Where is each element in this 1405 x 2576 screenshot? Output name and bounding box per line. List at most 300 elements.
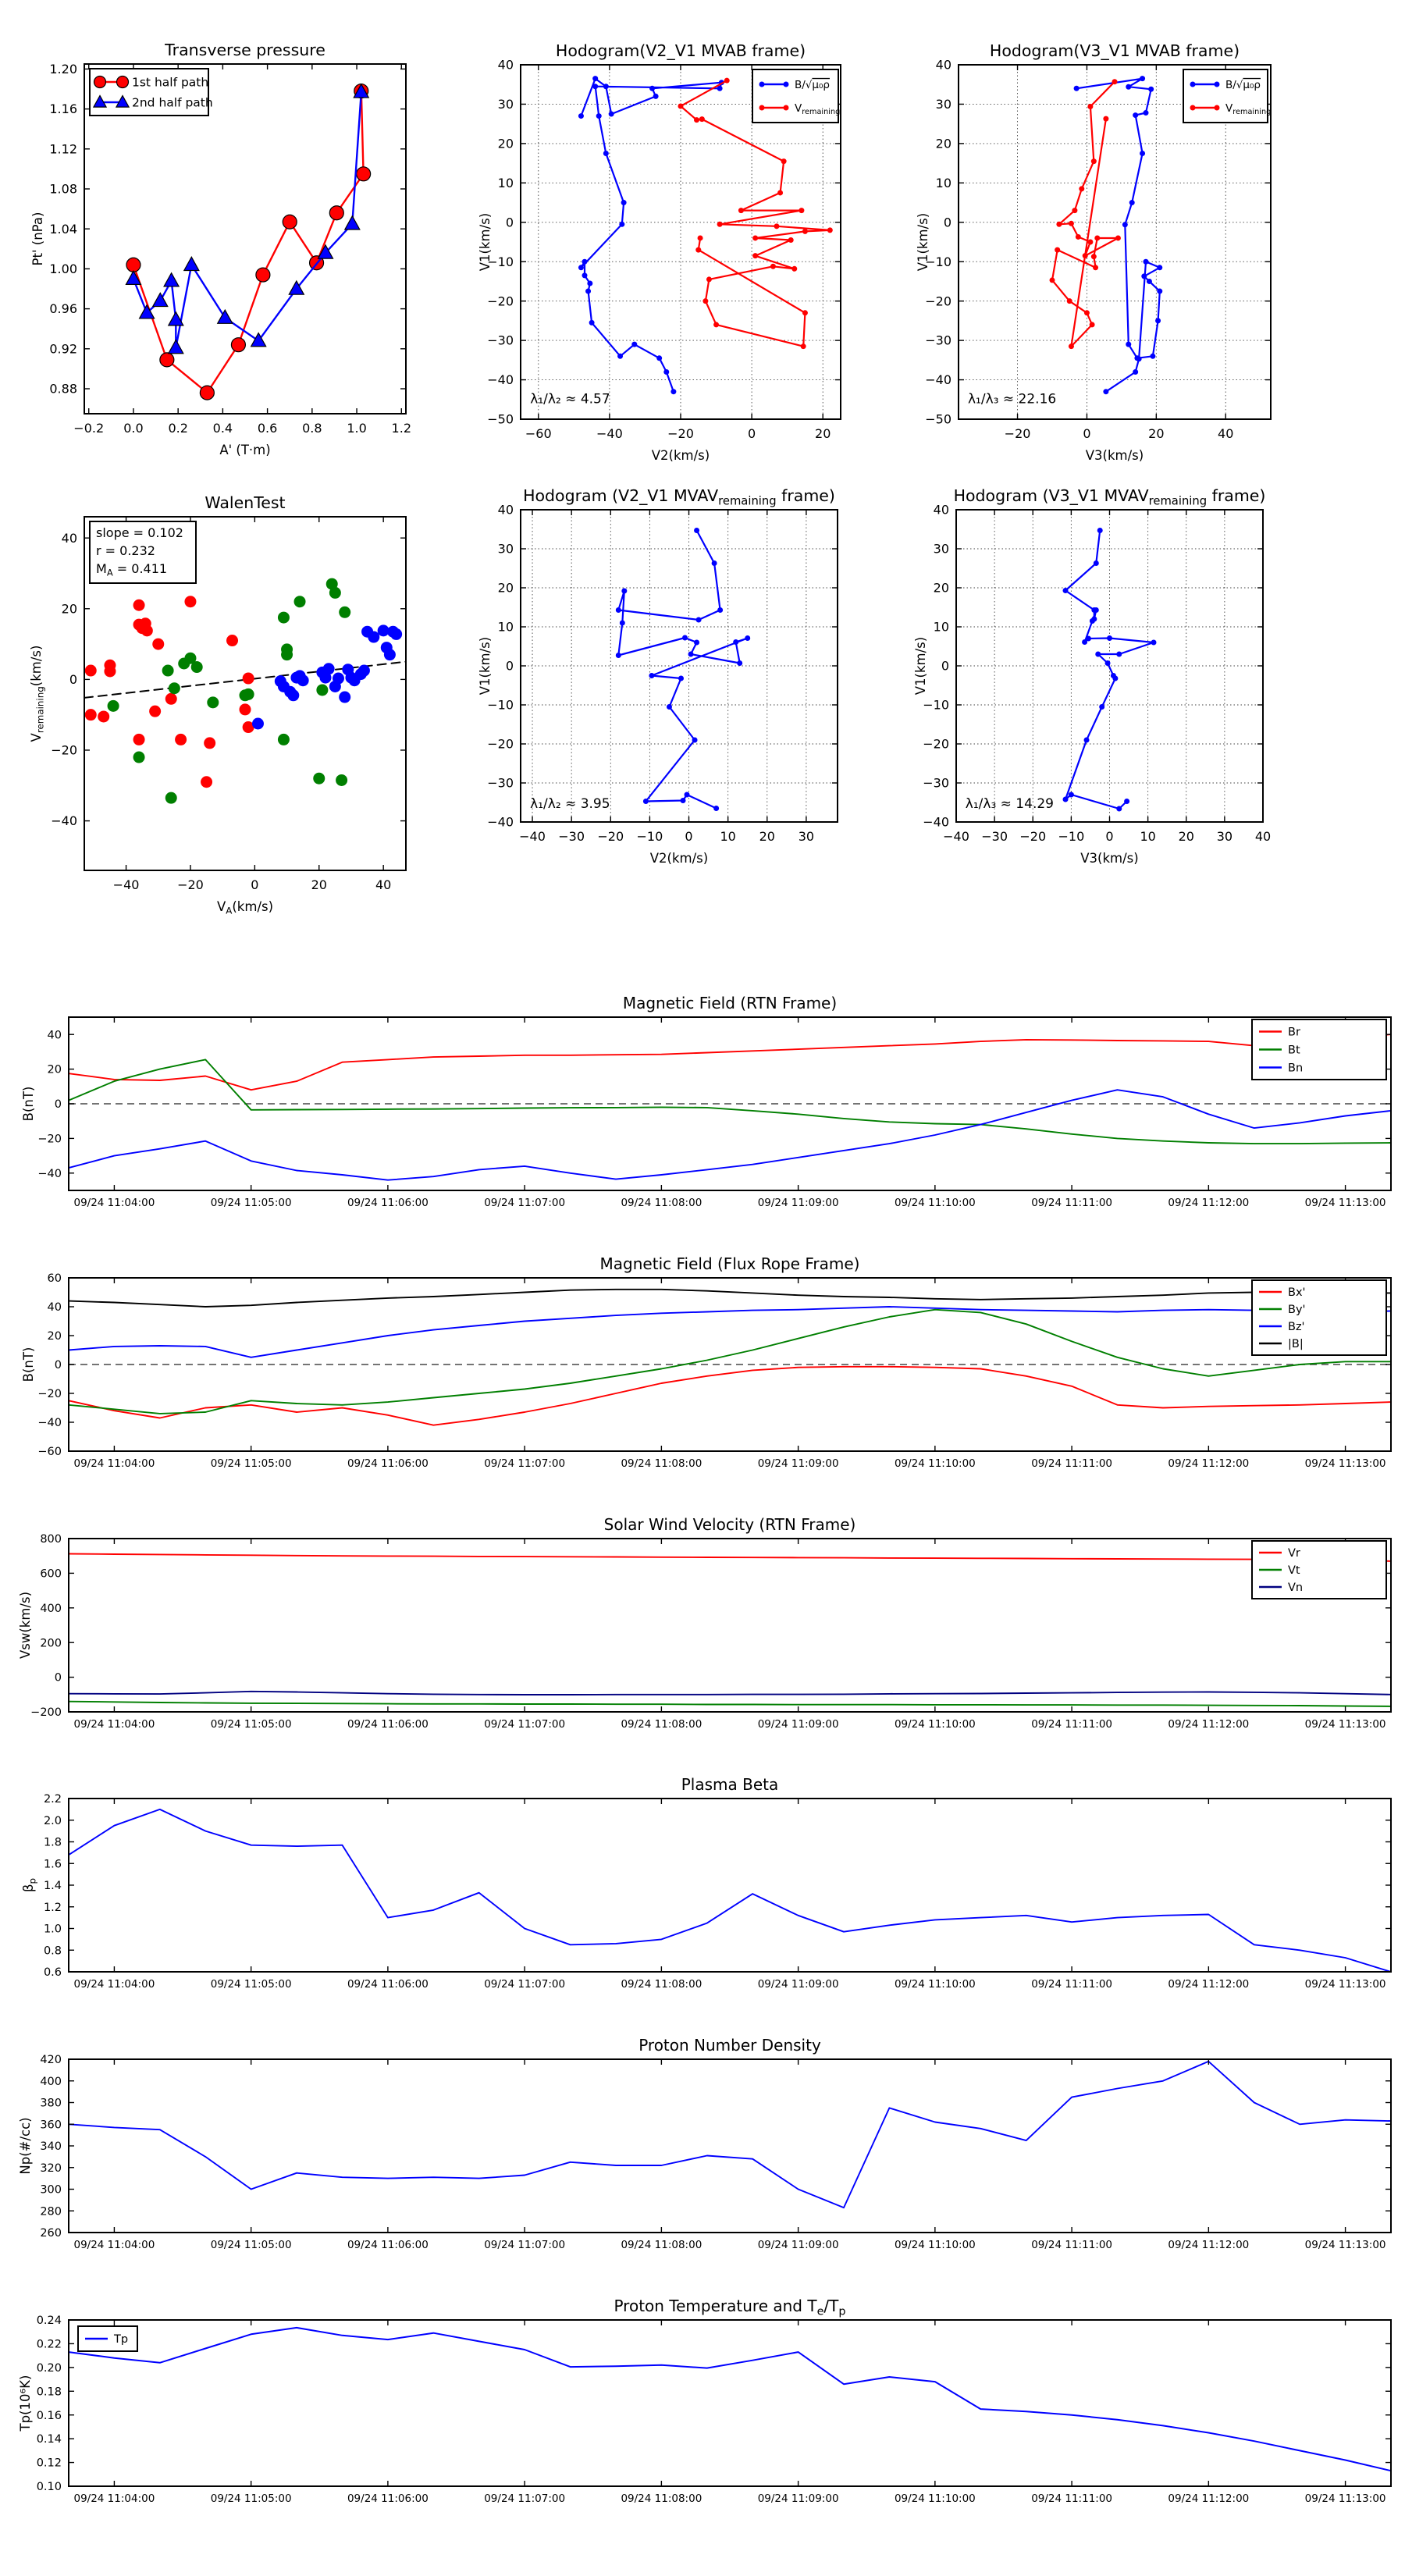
panel-proton-temperature — [18, 2297, 1391, 2505]
dot-marker — [1090, 322, 1095, 327]
circle-marker — [357, 167, 371, 181]
circle-marker — [256, 268, 270, 282]
y-tick-label: 0 — [941, 658, 949, 674]
legend-label: By' — [1288, 1304, 1306, 1317]
series-line-black — [69, 1290, 1391, 1307]
dot-marker — [1094, 235, 1100, 240]
y-tick-label: −30 — [487, 775, 514, 791]
dot-marker — [702, 298, 708, 304]
dot-marker — [1079, 186, 1084, 191]
circle-marker — [390, 628, 402, 640]
y-tick-label: 20 — [47, 1063, 62, 1076]
circle-marker — [98, 710, 109, 722]
y-tick-label: 0.20 — [36, 2361, 62, 2375]
dot-marker — [777, 190, 783, 195]
y-tick-label: 40 — [497, 57, 514, 73]
dot-marker — [681, 798, 686, 803]
x-tick-label: 0.2 — [168, 421, 188, 436]
panel-magnetic-field-flux-rope — [21, 1254, 1391, 1470]
y-tick-label: 40 — [935, 57, 951, 73]
dot-marker — [1190, 82, 1196, 87]
dot-marker — [1105, 660, 1111, 666]
dot-marker — [752, 235, 758, 240]
y-tick-label: −20 — [51, 742, 77, 758]
x-tick-label: 09/24 11:11:00 — [1031, 1718, 1113, 1731]
x-tick-label: 09/24 11:10:00 — [894, 1457, 976, 1470]
dot-marker — [1124, 799, 1129, 804]
x-tick-label: 09/24 11:11:00 — [1031, 1197, 1113, 1209]
dot-marker — [1095, 652, 1101, 657]
y-tick-label: 320 — [40, 2161, 62, 2175]
x-tick-label: 09/24 11:08:00 — [621, 1718, 702, 1731]
circle-marker — [152, 639, 164, 650]
dot-marker — [1126, 342, 1131, 347]
dot-marker — [1129, 200, 1135, 205]
dot-marker — [791, 266, 797, 272]
dot-marker — [712, 560, 717, 566]
panel-title: Magnetic Field (RTN Frame) — [622, 994, 838, 1012]
dot-marker — [656, 355, 662, 361]
series-line-red — [1052, 82, 1118, 347]
circle-marker — [178, 657, 190, 669]
panel-hodogram-v3v1-mvab — [916, 41, 1271, 463]
circle-marker — [104, 665, 116, 677]
series-group — [69, 1034, 1391, 1180]
y-tick-label: −20 — [37, 1388, 62, 1401]
circle-marker — [329, 587, 341, 599]
x-tick-label: −30 — [981, 829, 1008, 844]
circle-marker — [169, 682, 180, 694]
dot-marker — [1103, 389, 1108, 394]
dot-marker — [663, 369, 669, 375]
y-tick-label: 0.12 — [36, 2457, 62, 2470]
y-tick-label: 40 — [47, 1029, 62, 1042]
circle-marker — [72, 689, 84, 701]
dot-marker — [827, 227, 833, 233]
x-tick-label: 09/24 11:07:00 — [484, 2492, 566, 2505]
x-tick-label: −20 — [177, 877, 204, 892]
y-tick-label: 300 — [40, 2183, 62, 2197]
circle-marker — [133, 734, 145, 745]
dot-marker — [802, 229, 808, 234]
panel-plasma-beta — [21, 1775, 1391, 1991]
dot-marker — [1063, 588, 1069, 593]
panel-walen-test — [29, 493, 406, 916]
legend-label: Bt — [1288, 1044, 1300, 1057]
dot-marker — [1157, 265, 1162, 270]
y-tick-label: 1.6 — [43, 1858, 62, 1871]
dot-marker — [1107, 635, 1112, 641]
circle-marker — [329, 206, 343, 220]
dot-marker — [616, 607, 621, 613]
dot-marker — [592, 84, 598, 89]
dot-marker — [1091, 254, 1097, 259]
dot-marker — [682, 635, 688, 641]
panel-hodogram-v2v1-mvav — [478, 486, 838, 866]
y-tick-label: 800 — [40, 1533, 62, 1546]
y-tick-label: 420 — [40, 2054, 62, 2067]
x-tick-label: 09/24 11:07:00 — [484, 1197, 566, 1209]
legend-label: Bx' — [1288, 1286, 1306, 1300]
y-tick-label: 2.0 — [43, 1814, 62, 1827]
dot-marker — [802, 310, 808, 315]
circle-marker — [204, 737, 215, 749]
dot-marker — [1072, 208, 1077, 213]
y-tick-label: −200 — [30, 1706, 62, 1720]
x-axis-label: $V_A(km/s)$ — [216, 899, 274, 916]
y-tick-label: −10 — [487, 254, 514, 269]
dot-marker — [1074, 86, 1080, 91]
dot-marker — [1097, 528, 1103, 533]
x-tick-label: 09/24 11:10:00 — [894, 1718, 976, 1731]
circle-marker — [243, 688, 254, 700]
dot-marker — [788, 237, 794, 243]
x-axis-label: A' (T·m) — [219, 443, 271, 457]
x-tick-label: 0 — [1105, 829, 1114, 844]
x-tick-label: −20 — [667, 426, 694, 441]
triangle-marker — [218, 310, 233, 323]
y-tick-label: −40 — [37, 1167, 62, 1180]
x-tick-label: 09/24 11:09:00 — [757, 1457, 839, 1470]
y-axis-label: Vsw(km/s) — [18, 1591, 33, 1660]
circle-marker — [384, 649, 396, 660]
circle-marker — [323, 663, 335, 674]
y-tick-label: −50 — [487, 411, 514, 427]
y-tick-label: 600 — [40, 1567, 62, 1581]
y-tick-label: −40 — [925, 372, 951, 388]
x-tick-label: −30 — [558, 829, 585, 844]
y-tick-label: −30 — [923, 775, 949, 791]
triangle-marker — [153, 293, 168, 306]
dot-marker — [587, 280, 592, 286]
panel-title: Magnetic Field (Flux Rope Frame) — [599, 1254, 860, 1273]
legend-label: |B| — [1288, 1338, 1304, 1351]
series-line-red — [133, 91, 364, 393]
legend-label: 1st half path — [132, 75, 209, 90]
panel-title: Hodogram(V3_V1 MVAB frame) — [989, 41, 1240, 60]
dot-marker — [1112, 79, 1118, 84]
dot-marker — [801, 343, 806, 349]
y-tick-label: 0 — [54, 1098, 62, 1112]
x-tick-label: −10 — [636, 829, 663, 844]
dot-marker — [1069, 221, 1074, 226]
y-axis-label: V1(km/s) — [478, 636, 493, 696]
dot-marker — [1103, 116, 1108, 122]
series-line-green — [69, 1702, 1391, 1706]
x-tick-label: 20 — [759, 829, 775, 844]
y-tick-label: 360 — [40, 2119, 62, 2132]
dot-marker — [1055, 247, 1060, 253]
y-tick-label: 0 — [69, 671, 77, 687]
dot-marker — [1151, 640, 1156, 646]
y-tick-label: 0.92 — [49, 341, 77, 357]
x-tick-label: −20 — [597, 829, 624, 844]
legend-label: 2nd half path — [132, 95, 213, 110]
y-tick-label: 10 — [933, 619, 949, 635]
annotation: λ₁/λ₃ ≈ 14.29 — [965, 796, 1054, 812]
dot-marker — [1144, 110, 1149, 116]
dot-marker — [585, 289, 591, 294]
dot-marker — [1069, 343, 1074, 349]
y-tick-label: 1.8 — [43, 1836, 62, 1849]
x-tick-label: 0.0 — [123, 421, 144, 436]
y-tick-label: 30 — [497, 541, 514, 557]
dot-marker — [784, 105, 789, 111]
stats-line: r = 0.232 — [96, 543, 155, 558]
circle-marker — [294, 596, 306, 607]
dot-marker — [1140, 76, 1145, 81]
axes-frame — [69, 2059, 1391, 2233]
legend — [1183, 69, 1271, 123]
triangle-marker — [184, 257, 199, 270]
x-tick-label: 09/24 11:09:00 — [757, 1978, 839, 1991]
y-tick-label: 40 — [497, 502, 514, 518]
circle-marker — [141, 624, 153, 636]
circle-marker — [94, 76, 106, 88]
dot-marker — [678, 676, 684, 681]
x-tick-label: 30 — [1216, 829, 1233, 844]
x-tick-label: 09/24 11:05:00 — [210, 1978, 292, 1991]
legend — [1252, 1541, 1386, 1599]
annotation: λ₁/λ₂ ≈ 3.95 — [530, 796, 610, 812]
series-line-blue — [69, 2062, 1391, 2208]
dot-marker — [685, 792, 690, 798]
dot-marker — [759, 105, 765, 111]
x-tick-label: 09/24 11:04:00 — [73, 2492, 155, 2505]
dot-marker — [713, 322, 719, 327]
x-tick-label: 09/24 11:12:00 — [1168, 1978, 1250, 1991]
x-tick-label: 09/24 11:11:00 — [1031, 2492, 1113, 2505]
series-group — [126, 84, 370, 400]
y-tick-label: 340 — [40, 2140, 62, 2154]
panel-title: Proton Number Density — [638, 2036, 821, 2055]
dot-marker — [653, 94, 659, 99]
dot-marker — [699, 116, 705, 122]
y-tick-label: 20 — [933, 580, 949, 596]
dot-marker — [799, 208, 804, 213]
circle-marker — [162, 665, 174, 677]
circle-marker — [339, 692, 350, 703]
dot-marker — [1116, 806, 1122, 812]
series-group — [69, 1809, 1391, 1972]
x-axis-label: V2(km/s) — [651, 448, 710, 463]
legend-label: B/√μ₀ρ — [795, 78, 830, 91]
y-tick-label: −10 — [487, 697, 514, 713]
x-tick-label: 0 — [748, 426, 756, 441]
x-tick-label: 09/24 11:06:00 — [347, 1197, 429, 1209]
circle-marker — [133, 600, 145, 611]
dot-marker — [1086, 636, 1091, 642]
x-tick-label: −40 — [112, 877, 140, 892]
series-line-blue — [133, 92, 361, 348]
x-tick-label: −40 — [943, 829, 969, 844]
triangle-marker — [345, 216, 360, 229]
circle-marker — [191, 661, 203, 673]
dot-marker — [1084, 738, 1090, 743]
dot-marker — [692, 738, 698, 743]
x-tick-label: 09/24 11:05:00 — [210, 1197, 292, 1209]
dot-marker — [1148, 87, 1154, 92]
x-tick-label: 0.8 — [302, 421, 322, 436]
dot-marker — [589, 320, 595, 326]
x-tick-label: 09/24 11:06:00 — [347, 2239, 429, 2251]
x-tick-label: 09/24 11:12:00 — [1168, 2239, 1250, 2251]
dot-marker — [596, 113, 602, 119]
x-tick-label: 09/24 11:13:00 — [1304, 2492, 1386, 2505]
y-tick-label: 2.2 — [43, 1793, 62, 1806]
x-tick-label: 10 — [1140, 829, 1156, 844]
circle-marker — [339, 607, 350, 618]
y-tick-label: 200 — [40, 1637, 62, 1650]
panel-title: Proton Temperature and $T_e/T_p$ — [614, 2297, 846, 2318]
x-tick-label: 09/24 11:10:00 — [894, 2239, 976, 2251]
legend — [78, 2326, 137, 2351]
dot-marker — [621, 200, 627, 205]
x-tick-label: 0 — [685, 829, 693, 844]
triangle-marker — [164, 273, 179, 286]
y-tick-label: 0 — [54, 1671, 62, 1685]
x-tick-label: 09/24 11:06:00 — [347, 1457, 429, 1470]
y-tick-label: 400 — [40, 1602, 62, 1615]
y-axis-label: $\beta_p$ — [21, 1877, 38, 1893]
dot-marker — [609, 112, 614, 117]
series-line-blue — [69, 1307, 1391, 1357]
x-axis-label: V3(km/s) — [1080, 851, 1139, 866]
y-tick-label: −30 — [925, 333, 951, 348]
y-tick-label: −40 — [51, 813, 77, 829]
y-tick-label: 0.16 — [36, 2409, 62, 2422]
x-tick-label: 09/24 11:11:00 — [1031, 1457, 1113, 1470]
panel-transverse-pressure — [30, 41, 411, 457]
x-tick-label: 09/24 11:11:00 — [1031, 2239, 1113, 2251]
series-line-blue — [69, 2328, 1391, 2471]
dot-marker — [1133, 112, 1138, 118]
x-tick-label: 09/24 11:07:00 — [484, 1457, 566, 1470]
x-tick-label: 09/24 11:06:00 — [347, 1718, 429, 1731]
dot-marker — [1122, 222, 1128, 227]
legend-label: Vr — [1288, 1547, 1300, 1560]
dot-marker — [770, 264, 776, 269]
x-tick-label: 09/24 11:04:00 — [73, 1197, 155, 1209]
circle-marker — [117, 76, 129, 88]
dot-marker — [759, 82, 765, 87]
x-tick-label: 09/24 11:11:00 — [1031, 1978, 1113, 1991]
dot-marker — [1116, 652, 1122, 657]
x-tick-label: 09/24 11:05:00 — [210, 2239, 292, 2251]
x-tick-label: 0 — [251, 877, 259, 892]
series-line-green — [69, 1059, 1391, 1144]
series-line-blue — [69, 1809, 1391, 1972]
panel-magnetic-field-rtn — [21, 994, 1391, 1209]
dot-marker — [1063, 797, 1069, 802]
y-axis-label: B(nT) — [21, 1347, 36, 1382]
y-tick-label: −50 — [925, 411, 951, 427]
y-tick-label: 1.4 — [43, 1880, 62, 1893]
panel-solar-wind-velocity — [18, 1515, 1391, 1731]
dot-marker — [1150, 354, 1155, 359]
axes-frame — [69, 2320, 1391, 2486]
legend-label: $V_{remaining}$ — [1225, 101, 1272, 116]
circle-marker — [294, 670, 306, 681]
circle-marker — [368, 632, 379, 643]
x-tick-label: 09/24 11:04:00 — [73, 1457, 155, 1470]
dot-marker — [592, 76, 598, 81]
x-tick-label: 09/24 11:12:00 — [1168, 1457, 1250, 1470]
y-tick-label: 0 — [54, 1359, 62, 1372]
y-tick-label: 400 — [40, 2075, 62, 2088]
y-tick-label: 1.16 — [49, 101, 77, 117]
dot-marker — [717, 222, 723, 227]
y-tick-label: 30 — [935, 97, 951, 112]
y-tick-label: 20 — [497, 580, 514, 596]
dot-marker — [1069, 792, 1074, 798]
dot-marker — [694, 117, 699, 123]
series-group — [1050, 76, 1163, 394]
y-tick-label: 0.10 — [36, 2481, 62, 2494]
dot-marker — [1144, 259, 1149, 265]
x-tick-label: 09/24 11:13:00 — [1304, 1197, 1386, 1209]
x-tick-label: 40 — [1254, 829, 1272, 844]
dot-marker — [745, 635, 750, 641]
y-axis-label: Tp(10⁶K) — [18, 2375, 33, 2432]
y-tick-label: 60 — [47, 1272, 62, 1286]
circle-marker — [200, 386, 214, 400]
dot-marker — [1215, 82, 1220, 87]
dot-marker — [649, 86, 655, 91]
series-line-green — [69, 1310, 1391, 1414]
y-tick-label: 40 — [47, 1301, 62, 1315]
stats-line: $M_A = 0.411$ — [96, 561, 168, 578]
panel-title: Transverse pressure — [165, 41, 325, 59]
x-tick-label: 09/24 11:10:00 — [894, 1978, 976, 1991]
dot-marker — [617, 354, 623, 359]
circle-marker — [149, 706, 161, 717]
y-tick-label: 0.8 — [43, 1944, 62, 1958]
series-line-red — [69, 1034, 1391, 1090]
y-tick-label: 0 — [505, 658, 514, 674]
y-tick-label: 260 — [40, 2227, 62, 2240]
y-tick-label: 1.04 — [49, 221, 77, 237]
y-tick-label: 0.14 — [36, 2433, 62, 2446]
circle-marker — [184, 596, 196, 607]
axes-frame — [84, 64, 406, 414]
dot-marker — [696, 617, 702, 623]
dot-marker — [1067, 298, 1072, 304]
dot-marker — [1155, 318, 1161, 323]
y-axis-label: $V_{remaining}(km/s)$ — [29, 645, 46, 742]
x-tick-label: 09/24 11:10:00 — [894, 1197, 976, 1209]
x-tick-label: 09/24 11:12:00 — [1168, 1197, 1250, 1209]
dot-marker — [1050, 277, 1055, 283]
x-tick-label: 40 — [1218, 426, 1234, 441]
y-tick-label: 0.22 — [36, 2338, 62, 2351]
dot-marker — [1094, 607, 1099, 613]
circle-marker — [165, 792, 177, 804]
dot-marker — [1147, 279, 1152, 284]
y-tick-label: 30 — [497, 97, 514, 112]
y-tick-label: 0.18 — [36, 2386, 62, 2399]
dot-marker — [717, 607, 723, 613]
circle-marker — [108, 700, 119, 712]
y-tick-label: 20 — [497, 136, 514, 151]
y-tick-label: 380 — [40, 2097, 62, 2110]
y-axis-label: V1(km/s) — [913, 636, 928, 696]
dot-marker — [619, 222, 624, 227]
dot-marker — [578, 113, 584, 119]
dot-marker — [713, 806, 719, 811]
dot-marker — [706, 276, 712, 282]
circle-marker — [287, 689, 299, 701]
